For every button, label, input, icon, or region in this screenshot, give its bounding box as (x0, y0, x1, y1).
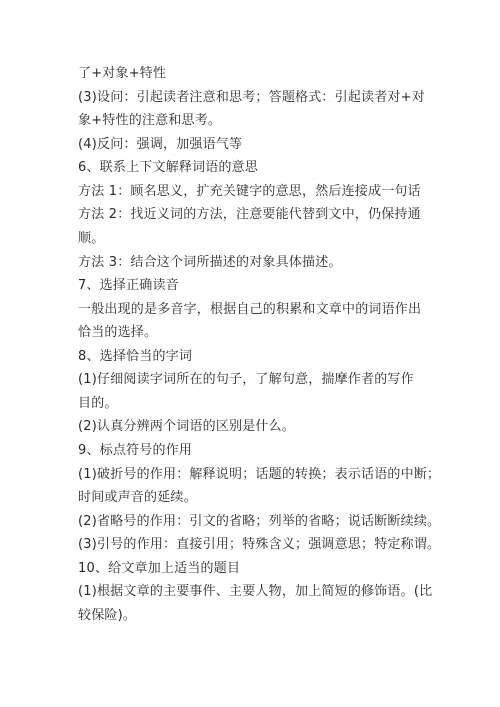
text-line: 较保险)。 (78, 608, 137, 623)
text-line: 方法 2：找近义词的方法，注意要能代替到文中，仍保持通 (78, 207, 421, 222)
text-line: 时间或声音的延续。 (78, 490, 197, 505)
text-line: 一般出现的是多音字，根据自己的积累和文章中的词语作出 (78, 302, 422, 317)
text-line: (1)根据文章的主要事件、主要人物，加上简短的修饰语。(比 (78, 584, 433, 599)
text-line: (1)仔细阅读字词所在的句子，了解句意，揣摩作者的写作 (78, 372, 414, 387)
text-line: 顺。 (78, 231, 105, 246)
text-line: 象+特性的注意和思考。 (78, 113, 222, 128)
text-line: (3)引号的作用：直接引用；特殊含义；强调意思；特定称谓。 (78, 537, 441, 552)
text-line: (2)省略号的作用：引文的省略；列举的省略；说话断断续续。 (78, 514, 441, 529)
text-line: (4)反问：强调，加强语气等 (78, 137, 243, 152)
section-heading: 10、给文章加上适当的题目 (78, 561, 241, 576)
section-heading: 9、标点符号的作用 (78, 443, 193, 458)
text-line: (2)认真分辨两个词语的区别是什么。 (78, 419, 296, 434)
text-line: 方法 3：结合这个词所描述的对象具体描述。 (78, 255, 342, 270)
text-line: (1)破折号的作用：解释说明；话题的转换；表示话语的中断； (78, 467, 441, 482)
text-line: 了+对象+特性 (78, 66, 167, 81)
section-heading: 8、选择恰当的字词 (78, 349, 193, 364)
text-line: 目的。 (78, 396, 118, 411)
section-heading: 7、选择正确读音 (78, 278, 179, 293)
text-line: 方法 1：顾名思义，扩充关键字的意思，然后连接成一句话 (78, 184, 421, 199)
text-line: (3)设问：引起读者注意和思考；答题格式：引起读者对+对 (78, 90, 425, 105)
section-heading: 6、联系上下文解释词语的意思 (78, 160, 259, 175)
text-line: 恰当的选择。 (78, 325, 158, 340)
